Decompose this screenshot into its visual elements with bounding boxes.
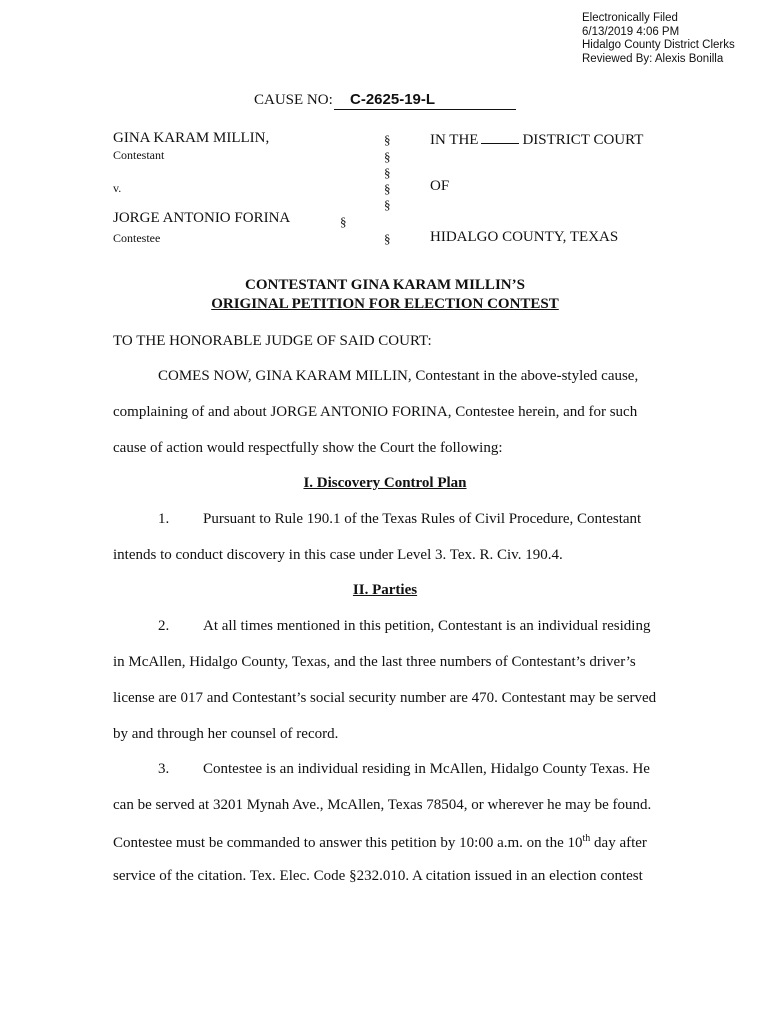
versus-label: v. [113, 181, 122, 195]
intro-line: cause of action would respectfully show the Court the following: [113, 440, 503, 456]
court-county: HIDALGO COUNTY, TEXAS [430, 229, 619, 245]
section-symbol: § [384, 181, 391, 196]
court-of: OF [430, 178, 450, 194]
contestant-name: GINA KARAM MILLIN, [113, 130, 270, 146]
paragraph-line: At all times mentioned in this petition, Contestant is an individual residing [203, 618, 651, 634]
contestee-role: Contestee [113, 231, 161, 245]
paragraph-line [113, 833, 647, 852]
section-symbol: § [384, 231, 391, 246]
paragraph-line: in McAllen, Hidalgo County, Texas, and the last three numbers of Contestant’s driver’s [113, 654, 636, 670]
paragraph-number: 3. [158, 761, 170, 777]
paragraph-line: Contestee is an individual residing in McAllen, Hidalgo County Texas. He [203, 761, 650, 777]
section-symbol: § [384, 197, 391, 212]
salutation: TO THE HONORABLE JUDGE OF SAID COURT: [113, 333, 432, 349]
paragraph-number: 2. [158, 618, 170, 634]
ordinal-suffix: th [582, 833, 591, 844]
paragraph-line: can be served at 3201 Mynah Ave., McAllen, Texas 78504, or wherever he may be found. [113, 797, 652, 813]
discovery-heading: I. Discovery Control Plan [303, 475, 467, 491]
petition-title-line2: ORIGINAL PETITION FOR ELECTION CONTEST [211, 296, 559, 312]
petition-title-line1: CONTESTANT GINA KARAM MILLIN’S [245, 277, 525, 293]
section-symbol: § [384, 149, 391, 164]
paragraph-line: service of the citation. Tex. Elec. Code §232.010. A citation issued in an election contest [113, 868, 643, 884]
court-in-the: IN THE [430, 132, 479, 148]
paragraph-number: 1. [158, 511, 170, 527]
intro-line: COMES NOW, GINA KARAM MILLIN, Contestant in the above-styled cause, [158, 368, 639, 384]
paragraph-text: day after [590, 835, 647, 851]
paragraph-line: Pursuant to Rule 190.1 of the Texas Rules of Civil Procedure, Contestant [203, 511, 642, 527]
filing-stamp [582, 12, 735, 66]
section-symbol: § [384, 165, 391, 180]
stamp-line: Reviewed By: Alexis Bonilla [582, 52, 724, 65]
stamp-line: Hidalgo County District Clerks [582, 39, 735, 51]
cause-number: C-2625-19-L [350, 91, 436, 108]
paragraph-line: intends to conduct discovery in this case under Level 3. Tex. R. Civ. 190.4. [113, 547, 563, 563]
contestant-role: Contestant [113, 148, 165, 162]
stamp-line: Electronically Filed [582, 12, 678, 24]
contestee-name: JORGE ANTONIO FORINA [113, 210, 291, 226]
intro-line: complaining of and about JORGE ANTONIO FORINA, Contestee herein, and for such [113, 404, 638, 420]
section-symbol: § [384, 132, 391, 147]
court-district: DISTRICT COURT [522, 132, 644, 148]
paragraph-line: license are 017 and Contestant’s social security number are 470. Contestant may be served [113, 690, 657, 706]
parties-heading: II. Parties [352, 582, 418, 598]
stamp-line: 6/13/2019 4:06 PM [582, 25, 680, 38]
cause-number-field [334, 92, 516, 110]
section-symbol: § [340, 214, 347, 229]
court-line [430, 130, 643, 149]
paragraph-line: by and through her counsel of record. [113, 726, 339, 742]
paragraph-text: Contestee must be commanded to answer this petition by 10:00 a.m. on the 10 [113, 835, 583, 851]
cause-number-label: CAUSE NO: [254, 92, 333, 108]
court-number-blank [481, 130, 519, 144]
